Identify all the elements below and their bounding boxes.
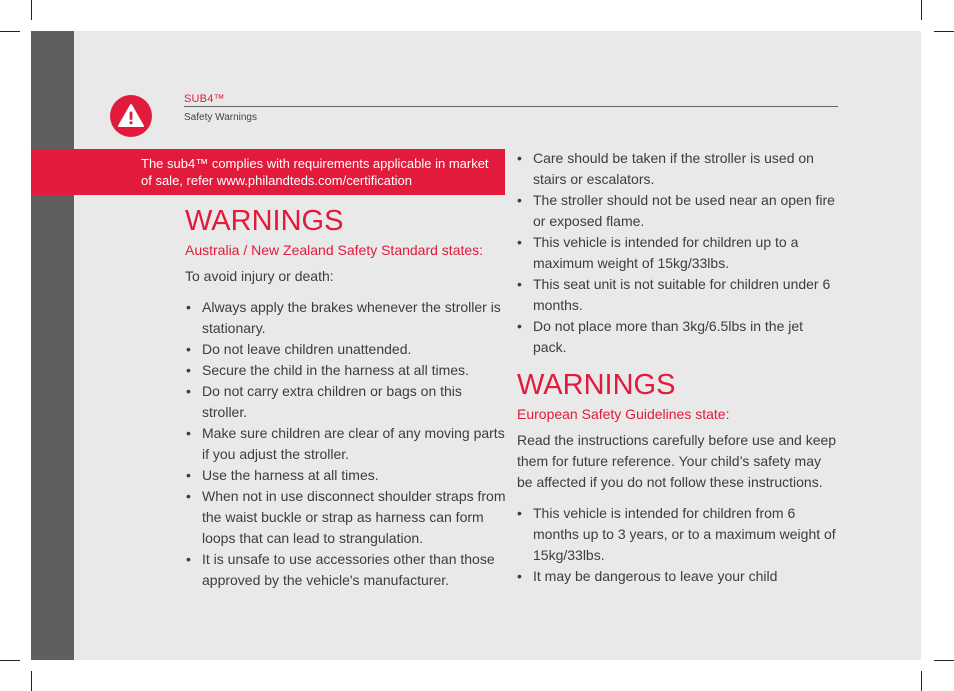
crop-mark <box>31 0 32 20</box>
crop-mark <box>921 671 922 691</box>
intro-text: Read the instructions carefully before use and keep them for future reference. Your child’s safety may be affected if you do not follow these instructions. <box>517 432 837 490</box>
warning-list <box>517 503 837 587</box>
list-item: • It is unsafe to use accessories other than those approved by the vehicle's manufacturer. <box>186 549 507 591</box>
standard-label: European Safety Guidelines state: <box>517 406 730 422</box>
list-item: • Do not place more than 3kg/6.5lbs in the jet pack. <box>517 316 837 358</box>
warning-list <box>517 148 837 358</box>
section-subtitle: Safety Warnings <box>184 112 257 123</box>
page-spine <box>31 31 74 660</box>
warning-icon <box>110 95 152 137</box>
list-item: • Care should be taken if the stroller is used on stairs or escalators. <box>517 148 837 190</box>
list-item: • Secure the child in the harness at all times. <box>186 360 507 381</box>
spacer <box>517 358 837 368</box>
document-page <box>31 31 921 660</box>
warnings-heading: WARNINGS <box>517 369 676 401</box>
list-item: • This vehicle is intended for children from 6 months up to 3 years, or to a maximum weight of 15kg/33lbs. <box>517 503 837 566</box>
list-item: • The stroller should not be used near an open fire or exposed flame. <box>517 190 837 232</box>
warnings-heading: WARNINGS <box>185 205 344 237</box>
list-item: • Always apply the brakes whenever the stroller is stationary. <box>186 297 507 339</box>
crop-mark <box>31 671 32 691</box>
crop-mark <box>0 660 20 661</box>
brand-label: SUB4™ <box>184 93 225 105</box>
list-item: • This seat unit is not suitable for children under 6 months. <box>517 274 837 316</box>
list-item: • Use the harness at all times. <box>186 465 507 486</box>
left-column <box>185 204 507 591</box>
list-item: • When not in use disconnect shoulder straps from the waist buckle or strap as harness can form loops that can lead to strangulation. <box>186 486 507 549</box>
intro-text: To avoid injury or death: <box>185 268 334 284</box>
crop-mark <box>921 0 922 20</box>
crop-mark <box>0 31 20 32</box>
header-rule <box>184 106 838 107</box>
warning-list <box>185 297 507 591</box>
certification-text: The sub4™ complies with requirements applicable in market of sale, refer www.philandteds.com/certification <box>141 156 489 188</box>
standard-label: Australia / New Zealand Safety Standard states: <box>185 242 484 258</box>
list-item: • Make sure children are clear of any moving parts if you adjust the stroller. <box>186 423 507 465</box>
right-column <box>517 148 837 587</box>
list-item: • It may be dangerous to leave your child <box>517 566 837 587</box>
list-item: • Do not carry extra children or bags on this stroller. <box>186 381 507 423</box>
crop-mark <box>934 31 954 32</box>
crop-mark <box>934 660 954 661</box>
list-item: • Do not leave children unattended. <box>186 339 507 360</box>
list-item: • This vehicle is intended for children up to a maximum weight of 15kg/33lbs. <box>517 232 837 274</box>
